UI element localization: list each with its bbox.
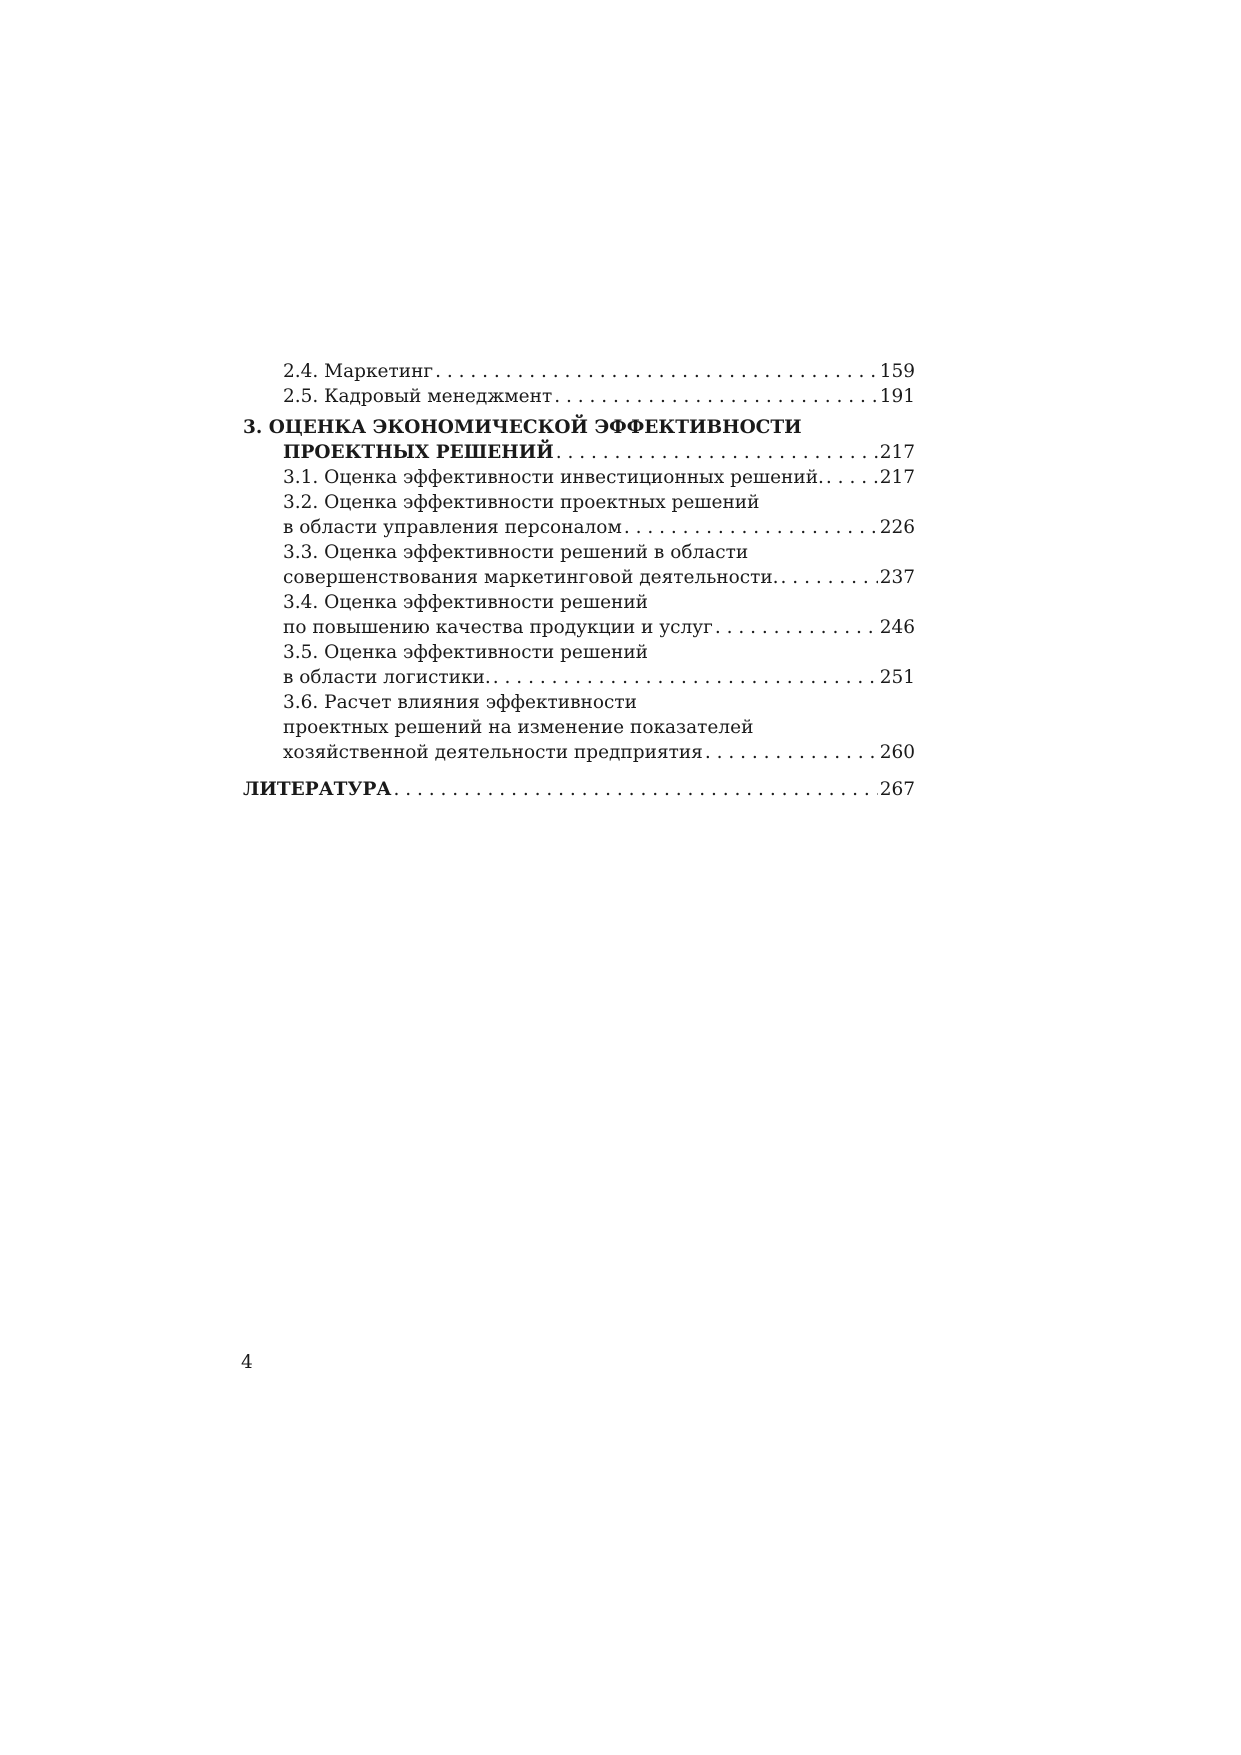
toc-entry-title: 3.1. Оценка эффективности инвестиционных решений. <box>283 467 824 488</box>
toc-chapter-3[interactable] <box>243 415 915 465</box>
table-of-contents <box>243 359 915 802</box>
toc-entry-2-4[interactable] <box>283 359 915 384</box>
toc-entry-title: 2.4. Маркетинг <box>283 361 434 382</box>
toc-entry-title-cont: проектных решений на изменение показателей <box>283 717 754 738</box>
dot-leader <box>493 665 878 690</box>
dot-leader <box>715 615 878 640</box>
dot-leader <box>624 515 878 540</box>
dot-leader <box>556 440 878 465</box>
toc-entry-title-cont: по повышению качества продукции и услуг <box>283 617 713 638</box>
toc-entry-title: 3.2. Оценка эффективности проектных решений <box>283 492 760 513</box>
toc-entry-title: 3.5. Оценка эффективности решений <box>283 642 649 663</box>
toc-entry-title: 2.5. Кадровый менеджмент <box>283 386 553 407</box>
toc-entry-title-cont: в области управления персоналом <box>283 517 622 538</box>
toc-page-number: 191 <box>879 386 915 407</box>
toc-entry-3-5[interactable] <box>283 640 915 690</box>
toc-entry-title: 3.3. Оценка эффективности решений в области <box>283 542 749 563</box>
toc-page-number: 237 <box>879 567 915 588</box>
page-number-footer: 4 <box>241 1352 253 1373</box>
toc-chapter-title: ЛИТЕРАТУРА <box>243 779 392 800</box>
toc-page-number: 159 <box>879 361 915 382</box>
toc-page-number: 226 <box>879 517 915 538</box>
dot-leader <box>826 465 878 490</box>
toc-entry-3-4[interactable] <box>283 590 915 640</box>
toc-literature[interactable] <box>243 777 915 802</box>
toc-page-number: 267 <box>879 779 915 800</box>
toc-entry-title-cont: совершенствования маркетинговой деятельности. <box>283 567 779 588</box>
toc-entry-title-cont: хозяйственной деятельности предприятия <box>283 742 703 763</box>
toc-entry-2-5[interactable] <box>283 384 915 409</box>
toc-entry-3-1[interactable] <box>283 465 915 490</box>
toc-entry-title: 3.4. Оценка эффективности решений <box>283 592 649 613</box>
toc-page-number: 217 <box>879 467 915 488</box>
dot-leader <box>554 384 878 409</box>
dot-leader <box>705 740 878 765</box>
toc-page-number: 217 <box>879 442 915 463</box>
toc-chapter-title-cont: ПРОЕКТНЫХ РЕШЕНИЙ <box>283 442 554 463</box>
toc-entry-title-cont: в области логистики. <box>283 667 491 688</box>
toc-entry-3-3[interactable] <box>283 540 915 590</box>
dot-leader <box>781 565 878 590</box>
toc-page-number: 260 <box>879 742 915 763</box>
dot-leader <box>393 777 877 802</box>
toc-entry-3-2[interactable] <box>283 490 915 540</box>
toc-entry-title: 3.6. Расчет влияния эффективности <box>283 692 637 713</box>
dot-leader <box>435 359 878 384</box>
toc-chapter-title: 3. ОЦЕНКА ЭКОНОМИЧЕСКОЙ ЭФФЕКТИВНОСТИ <box>243 417 802 438</box>
toc-page-number: 251 <box>879 667 915 688</box>
toc-page-number: 246 <box>879 617 915 638</box>
toc-entry-3-6[interactable] <box>283 690 915 765</box>
